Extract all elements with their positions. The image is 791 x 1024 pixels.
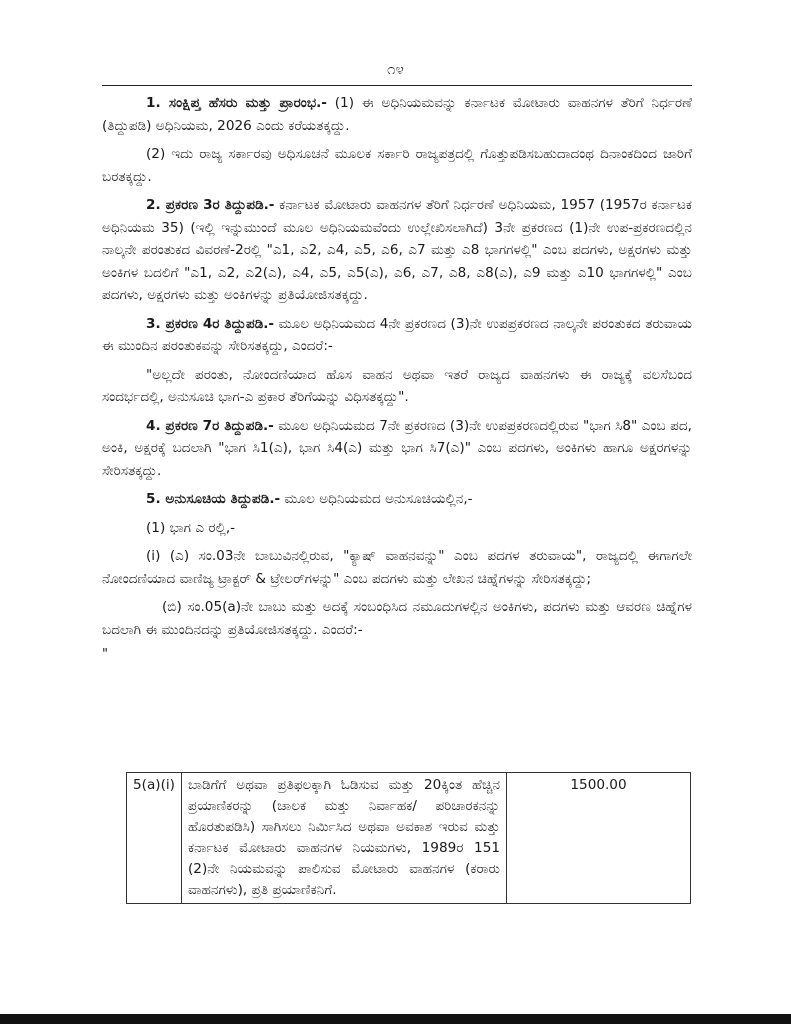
section-1 — [102, 92, 692, 137]
section-2-text: ಕರ್ನಾಟಕ ಮೋಟಾರು ವಾಹನಗಳ ತೆರಿಗೆ ನಿರ್ಧರಣೆ ಅಧಿನಿಯಮ, 1957 (1957ರ ಕರ್ನಾಟಕ ಅಧಿನಿಯಮ 35) (ಇಲ್ಲಿ ಇನ್ನುಮುಂದೆ ಮೂಲ ಅಧಿನಿಯಮವೆಂದು ಉಲ್ಲೇಖಿಸಲಾಗಿದೆ) 3ನೇ ಪ್ರಕರಣದ (1)ನೇ ಉಪ-ಪ್ರಕರಣದಲ್ಲಿನ ನಾಲ್ಕನೇ ಪರಂತುಕದ ವಿವರಣೆ-2ರಲ್ಲಿ "ಎ1, ಎ2, ಎ4, ಎ5, ಎ6, ಎ7 ಮತ್ತು ಎ8 ಭಾಗಗಳಲ್ಲಿ" ಎಂಬ ಪದಗಳು, ಅಕ್ಷರಗಳು ಮತ್ತು ಅಂಕಿಗಳ ಬದಲಿಗೆ "ಎ1, ಎ2, ಎ2(ಎ), ಎ4, ಎ5, ಎ5(ಎ), ಎ6, ಎ7, ಎ8, ಎ8(ಎ), ಎ9 ಮತ್ತು ಎ10 ಭಾಗಗಳಲ್ಲಿ" ಎಂಬ ಪದಗಳು, ಅಕ್ಷರಗಳು ಮತ್ತು ಅಂಕಿಗಳನ್ನು ಪ್ರತಿಯೋಜಿಸತಕ್ಕದ್ದು. — [102, 197, 693, 303]
opening-quote-mark: " — [102, 647, 108, 662]
section-4 — [102, 415, 692, 483]
description-cell: ಬಾಡಿಗೆಗೆ ಅಥವಾ ಪ್ರತಿಫಲಕ್ಕಾಗಿ ಓಡಿಸುವ ಮತ್ತು 20ಕ್ಕಿಂತ ಹೆಚ್ಚಿನ ಪ್ರಯಾಣಿಕರನ್ನು (ಚಾಲಕ ಮತ್ತು ನಿರ್ವಾಹಕ/ ಪರಿಚಾರಕನನ್ನು ಹೊರತುಪಡಿಸಿ) ಸಾಗಿಸಲು ನಿರ್ಮಿಸಿದ ಅಥವಾ ಅವಕಾಶ ಇರುವ ಮತ್ತು ಕರ್ನಾಟಕ ಮೋಟಾರು ವಾಹನಗಳ ನಿಯಮಗಳು, 1989ರ 151 (2)ನೇ ನಿಯಮವನ್ನು ಪಾಲಿಸುವ ಮೋಟಾರು ವಾಹನಗಳ (ಕರಾರು ವಾಹನಗಳು), ಪ್ರತಿ ಪ್ರಯಾಣಿಕನಿಗೆ. — [182, 773, 507, 904]
bottom-border — [0, 1014, 791, 1024]
page-number: ೧೪ — [387, 60, 404, 78]
header-rule — [102, 85, 692, 86]
table-row — [127, 773, 691, 904]
section-3-quote: "ಅಲ್ಲದೇ ಪರಂತು, ನೋಂದಣಿಯಾದ ಹೊಸ ವಾಹನ ಅಥವಾ ಇತರೆ ರಾಜ್ಯದ ವಾಹನಗಳು ಈ ರಾಜ್ಯಕ್ಕೆ ವಲಸೆಬಂದ ಸಂದರ್ಭದಲ್ಲಿ, ಅನುಸೂಚಿ ಭಾಗ-ಎ ಪ್ರಕಾರ ತೆರಿಗೆಯನ್ನು ವಿಧಿಸತಕ್ಕದ್ದು". — [102, 366, 692, 405]
section-5-item-i: (i) (ಎ) ಸಂ.03ನೇ ಬಾಬುವಿನಲ್ಲಿರುವ, "ಕ್ಯಾಷ್ ವಾಹನವನ್ನು" ಎಂಬ ಪದಗಳ ತರುವಾಯ", ರಾಜ್ಯದಲ್ಲಿ ಈಗಾಗಲೇ ನೋಂದಣಿಯಾದ ವಾಣಿಜ್ಯ ಟ್ರಾಕ್ಟರ್ & ಟ್ರೇಲರ್‌ಗಳನ್ನು" ಎಂಬ ಪದಗಳು ಮತ್ತು ಲೇಖನ ಚಿಹ್ನೆಗಳನ್ನು ಸೇರಿಸತಕ್ಕದ್ದು; — [102, 548, 692, 587]
section-2-heading: 2. ಪ್ರಕರಣ 3ರ ತಿದ್ದುಪಡಿ.- — [146, 197, 275, 213]
section-4-heading: 4. ಪ್ರಕರಣ 7ರ ತಿದ್ದುಪಡಿ.- — [146, 417, 274, 434]
section-2 — [102, 194, 692, 307]
section-5 — [102, 488, 692, 511]
section-3-text: ಮೂಲ ಅಧಿನಿಯಮದ 4ನೇ ಪ್ರಕರಣದ (3)ನೇ ಉಪಪ್ರಕರಣದ ನಾಲ್ಕನೇ ಪರಂತುಕದ ತರುವಾಯ ಈ ಮುಂದಿನ ಪರಂತುಕವನ್ನು ಸೇರಿಸತಕ್ಕದ್ದು, ಎಂದರೆ:- — [102, 315, 693, 354]
section-3 — [102, 313, 692, 358]
section-5-text: ಮೂಲ ಅಧಿನಿಯಮದ ಅನುಸೂಚಿಯಲ್ಲಿನ,- — [280, 491, 473, 507]
amount-cell: 1500.00 — [507, 773, 691, 904]
section-4-text: ಮೂಲ ಅಧಿನಿಯಮದ 7ನೇ ಪ್ರಕರಣದ (3)ನೇ ಉಪಪ್ರಕರಣದಲ್ಲಿರುವ "ಭಾಗ ಸಿ8" ಎಂಬ ಪದ, ಅಂಕಿ, ಅಕ್ಷರಕ್ಕೆ ಬದಲಾಗಿ "ಭಾಗ ಸಿ1(ಎ), ಭಾಗ ಸಿ4(ಎ) ಮತ್ತು ಭಾಗ ಸಿ7(ಎ)" ಎಂಬ ಪದಗಳು, ಅಂಕಿಗಳು ಹಾಗೂ ಅಕ್ಷರಗಳನ್ನು ಸೇರಿಸತಕ್ಕದ್ದು. — [102, 417, 692, 479]
section-5-heading: 5. ಅನುಸೂಚಿಯ ತಿದ್ದುಪಡಿ.- — [146, 491, 281, 507]
document-body — [102, 92, 692, 669]
section-1-sub-2: (2) ಇದು ರಾಜ್ಯ ಸರ್ಕಾರವು ಅಧಿಸೂಚನೆ ಮೂಲಕ ಸರ್ಕಾರಿ ರಾಜ್ಯಪತ್ರದಲ್ಲಿ ಗೊತ್ತುಪಡಿಸಬಹುದಾದಂಥ ದಿನಾಂಕದಿಂದ ಜಾರಿಗೆ ಬರತಕ್ಕದ್ದು. — [102, 146, 692, 185]
section-5-item-b: (ಬಿ) ಸಂ.05(a)ನೇ ಬಾಬು ಮತ್ತು ಅದಕ್ಕೆ ಸಂಬಂಧಿಸಿದ ನಮೂದುಗಳಲ್ಲಿನ ಅಂಕಿಗಳು, ಪದಗಳು ಮತ್ತು ಆವರಣ ಚಿಹ್ನೆಗಳ ಬದಲಾಗಿ ಈ ಮುಂದಿನದನ್ನು ಪ್ರತಿಯೋಜಿಸತಕ್ಕದ್ದು. ಎಂದರೆ:- — [102, 599, 692, 638]
section-5-sub-1: (1) ಭಾಗ ಎ ರಲ್ಲಿ,- — [146, 519, 236, 536]
section-3-heading: 3. ಪ್ರಕರಣ 4ರ ತಿದ್ದುಪಡಿ.- — [146, 315, 275, 332]
schedule-table — [126, 772, 691, 904]
item-number-cell: 5(a)(i) — [127, 773, 182, 904]
section-1-text: (1) ಈ ಅಧಿನಿಯಮವನ್ನು ಕರ್ನಾಟಕ ಮೋಟಾರು ವಾಹನಗಳ ತೆರಿಗೆ ನಿರ್ಧರಣೆ (ತಿದ್ದುಪಡಿ) ಅಧಿನಿಯಮ, 2026 ಎಂದು ಕರೆಯತಕ್ಕದ್ದು. — [102, 95, 693, 134]
section-1-heading: 1. ಸಂಕ್ಷಿಪ್ತ ಹೆಸರು ಮತ್ತು ಪ್ರಾರಂಭ.- — [146, 95, 327, 111]
